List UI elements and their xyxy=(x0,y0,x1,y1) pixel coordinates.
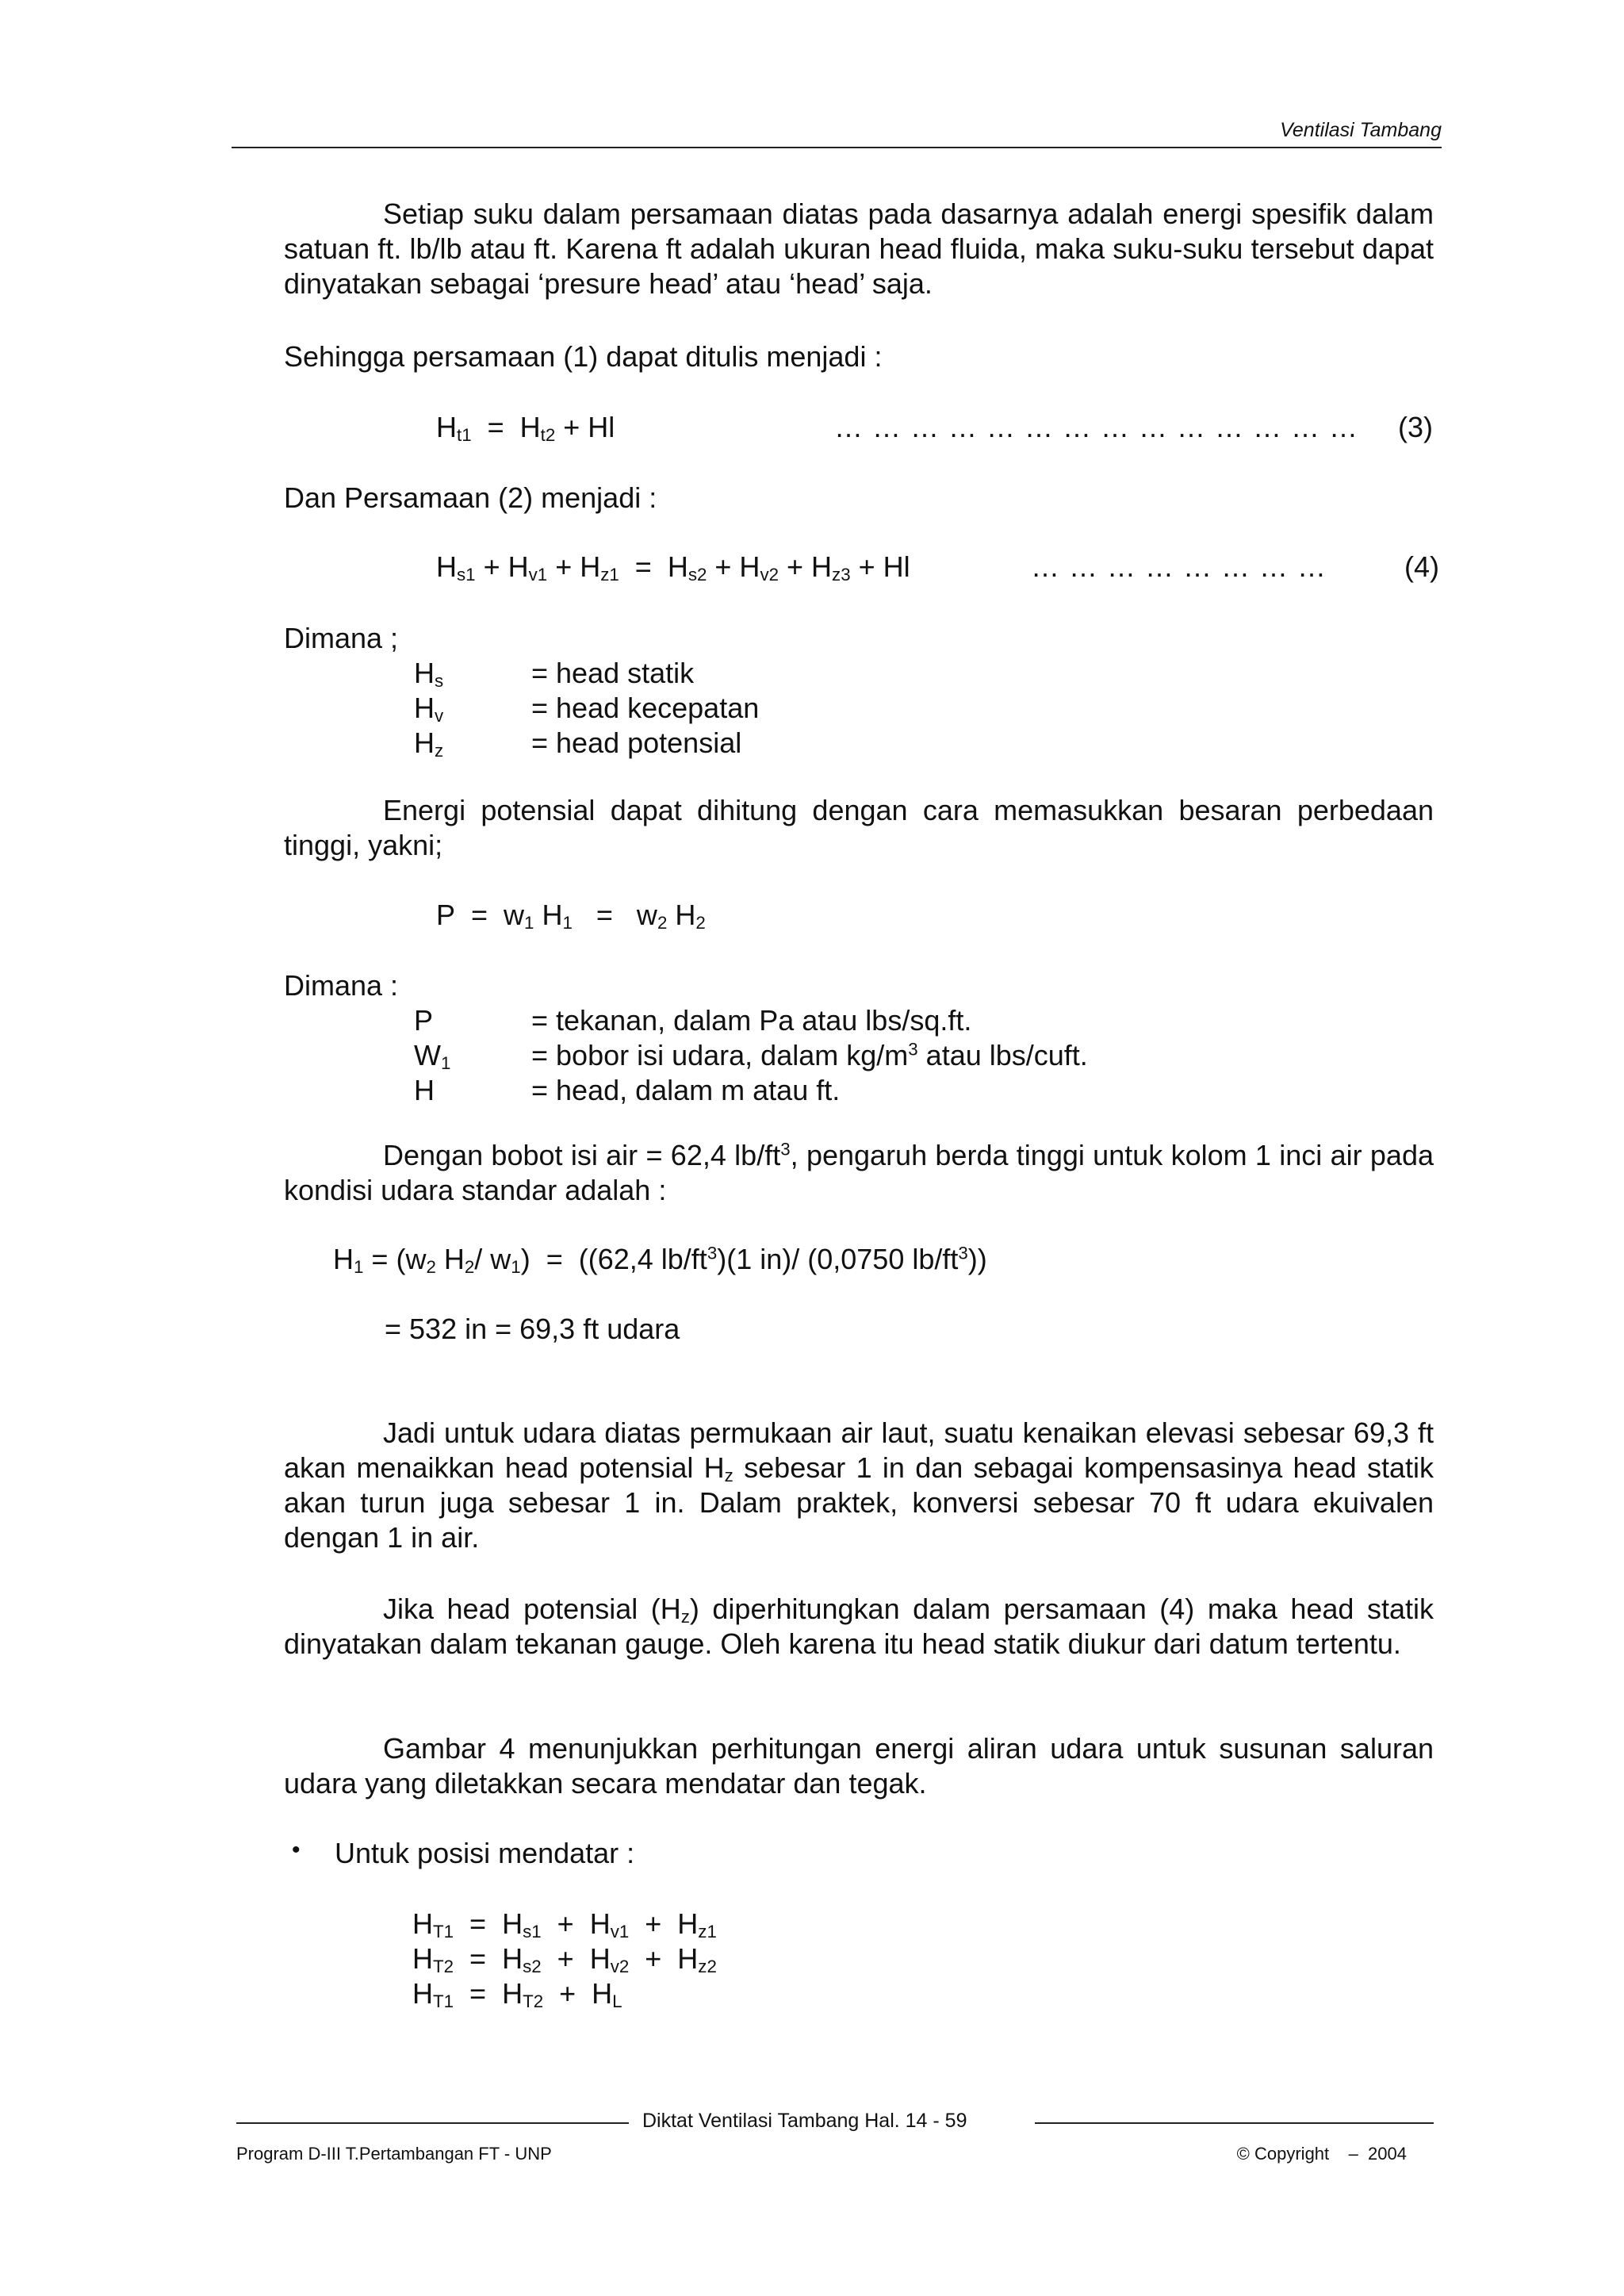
bullet-label: Untuk posisi mendatar : xyxy=(335,1837,635,1869)
equation-pressure: $P = w_1$ $H_1 = w_2$ $H_2$ xyxy=(436,899,706,933)
header-rule xyxy=(232,147,1442,148)
equations-mendatar xyxy=(412,1907,717,2011)
paragraph-5: Dengan bobot isi air = 62,4 $lb/ft^3$, pengaruh berda tinggi untuk kolom 1 inci air pada kondisi udara standar adalah : xyxy=(284,1139,1434,1206)
definition-symbol: $H_s$ xyxy=(414,657,444,691)
paragraph-8: Gambar 4 menunjukkan perhitungan energi aliran udara untuk susunan saluran udara yang diletakkan secara mendatar dan tegak. xyxy=(284,1732,1434,1800)
equation-3-number: (3) xyxy=(1398,411,1433,443)
definition-description: = head kecepatan xyxy=(531,692,760,724)
definition-row xyxy=(414,656,1048,691)
definition-description: = head statik xyxy=(531,657,695,689)
paragraph-3: Dan Persamaan (2) menjadi : xyxy=(284,481,657,514)
footer-center-text: Diktat Ventilasi Tambang Hal. 14 - 59 xyxy=(642,2110,967,2132)
bullet-icon: • xyxy=(292,1837,301,1863)
running-header: Ventilasi Tambang xyxy=(1280,119,1442,141)
equation-ht-balance: $H_{T1} = H_{T2} + H_L$ xyxy=(412,1977,622,2011)
definition-row xyxy=(414,726,1048,761)
paragraph-1: Setiap suku dalam persamaan diatas pada dasarnya adalah energi spesifik dalam satuan ft. lb/lb atau ft. Karena ft adalah ukuran head fluida, maka suku-suku tersebut dapat dinyatakan sebagai ‘presure head’ atau ‘head’ saja. xyxy=(284,197,1434,300)
equation-3: $H_{t1} = H_{t2} + Hl$ xyxy=(436,411,615,445)
footer-program: Program D-III T.Pertambangan FT - UNP xyxy=(236,2144,552,2164)
definition-description: = bobor isi udara, dalam $kg/m^3$ atau lbs/cuft. xyxy=(531,1039,1088,1071)
footer-rule-right xyxy=(1035,2122,1434,2124)
definitions-list-2 xyxy=(414,1003,1207,1108)
equation-4: $H_{s1} + H_{v1} + H_{z1} = H_{s2} + H_{v2} + H_{z3} + Hl$ xyxy=(436,550,910,585)
definition-symbol: P xyxy=(414,1004,434,1037)
footer-copyright: © Copyright – 2004 xyxy=(1236,2144,1407,2164)
definitions-list-1 xyxy=(414,656,1048,761)
definition-symbol: $W_1$ xyxy=(414,1039,451,1073)
paragraph-6: Jadi untuk udara diatas permukaan air laut, suatu kenaikan elevasi sebesar 69,3 ft akan menaikkan head potensial $H_z$ sebesar 1 in dan sebagai kompensasinya head statik akan turun juga sebesar 1 in. Dalam praktek, konversi sebesar 70 ft udara ekuivalen dengan 1 in air. xyxy=(284,1416,1434,1554)
equation-h1-result: = 532 in = 69,3 ft udara xyxy=(385,1313,680,1345)
paragraph-4: Energi potensial dapat dihitung dengan cara memasukkan besaran perbedaan tinggi, yakni; xyxy=(284,794,1434,861)
paragraph-7: Jika head potensial $(H_z)$ diperhitungkan dalam persamaan (4) maka head statik dinyatakan dalam tekanan gauge. Oleh karena itu head statik diukur dari datum tertentu. xyxy=(284,1593,1434,1660)
definition-row xyxy=(414,1003,1207,1038)
dimana-label-1: Dimana ; xyxy=(284,622,399,654)
equation-4-number: (4) xyxy=(1404,550,1439,583)
definition-description: = head potensial xyxy=(531,726,742,759)
definition-description: = head, dalam m atau ft. xyxy=(531,1074,841,1106)
equation-ht2: $H_{T2} = H_{s2} + H_{v2} + H_{z2}$ xyxy=(412,1942,717,1976)
definition-row xyxy=(414,1073,1207,1108)
definition-symbol: H xyxy=(414,1074,435,1106)
definition-row xyxy=(414,691,1048,726)
equation-ht1: $H_{T1} = H_{s1} + H_{v1} + H_{z1}$ xyxy=(412,1907,717,1941)
paragraph-2: Sehingga persamaan (1) dapat ditulis menjadi : xyxy=(284,340,883,373)
definition-symbol: $H_z$ xyxy=(414,726,444,761)
definition-description: = tekanan, dalam Pa atau lbs/sq.ft. xyxy=(531,1004,972,1037)
definition-row xyxy=(414,1038,1207,1073)
definition-symbol: $H_v$ xyxy=(414,692,444,726)
equation-h1: $H_1 = (w_2$ $H_2/$ $w_1) = ((62,4$ $lb/ft^3)(1$ in)/ (0,0750 $lb/ft^3$)) xyxy=(333,1243,987,1277)
dimana-label-2: Dimana : xyxy=(284,969,399,1002)
equation-3-leader-dots: … … … … … … … … … … … … … … xyxy=(834,411,1359,443)
equation-4-leader-dots: … … … … … … … … xyxy=(1031,550,1327,583)
footer-rule-left xyxy=(236,2122,629,2124)
